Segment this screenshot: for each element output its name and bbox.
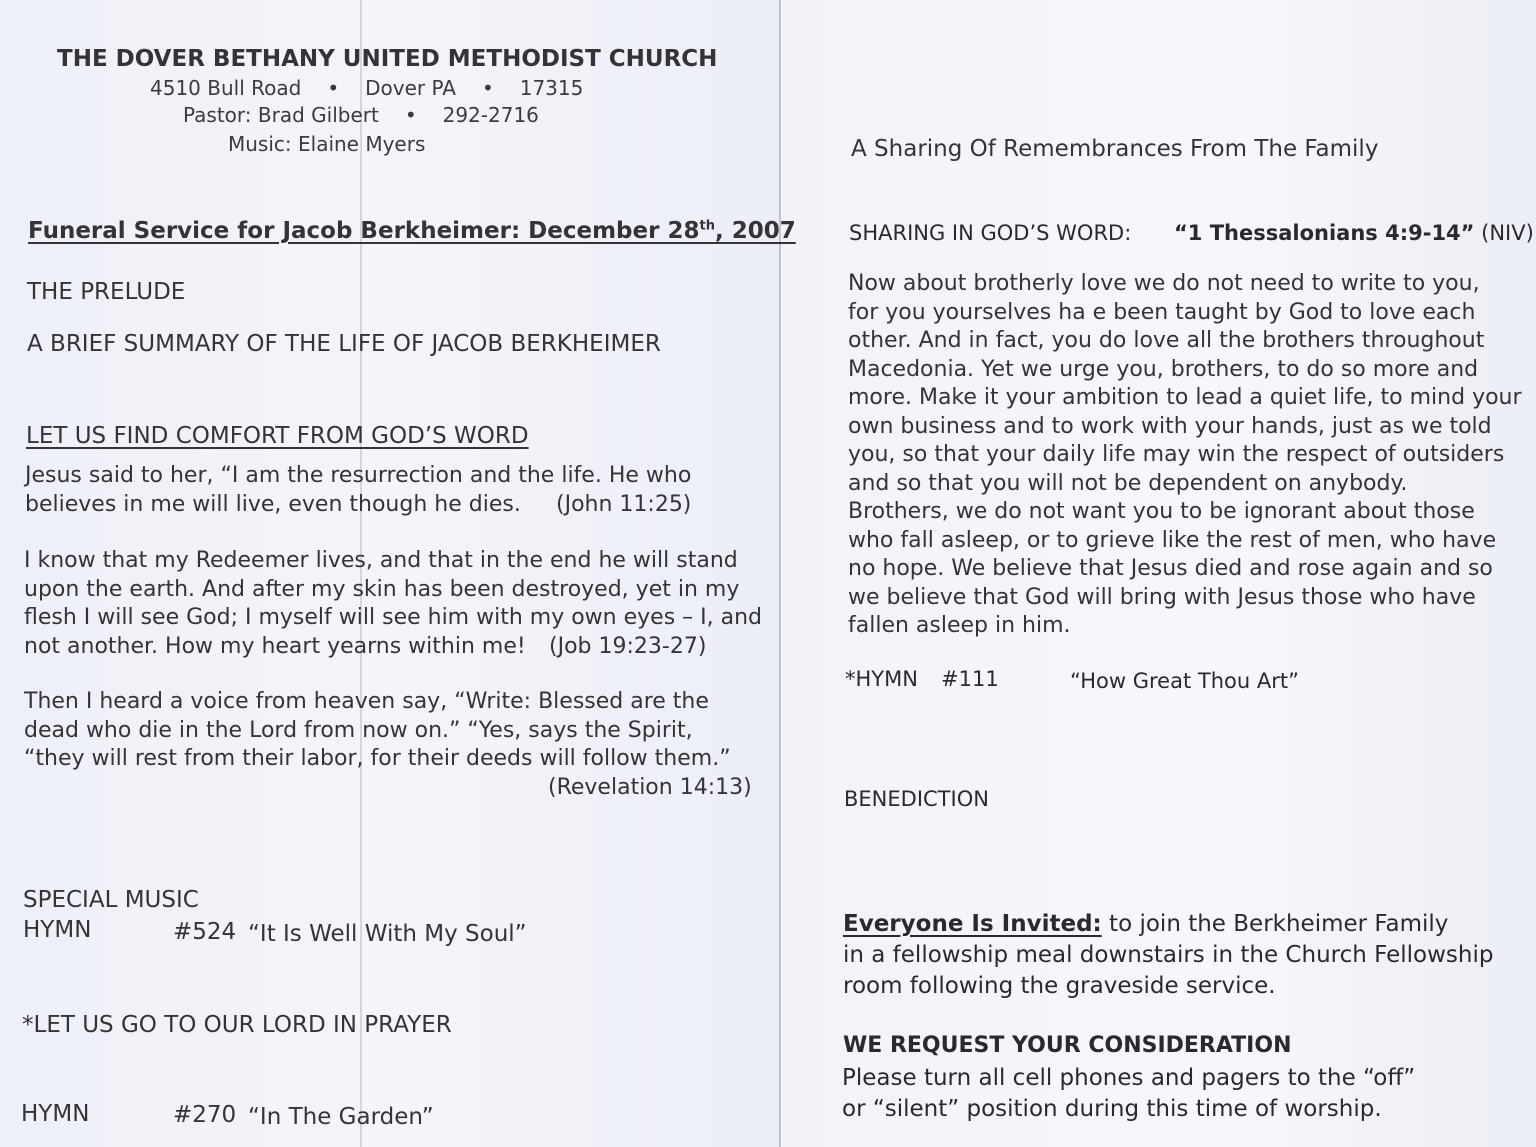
invitation-text: to join the Berkheimer Family — [1101, 911, 1449, 937]
invitation-line — [843, 909, 1493, 940]
invitation-line: in a fellowship meal downstairs in the Church Fellowship — [843, 942, 1494, 968]
benediction: BENEDICTION — [844, 787, 989, 811]
verse-line: who fall asleep, or to grieve like the rest of men, who have — [848, 527, 1497, 553]
request-line: or “silent” position during this time of worship. — [842, 1096, 1382, 1122]
job-reference: (Job 19:23-27) — [549, 634, 707, 659]
phone: 292-2716 — [442, 103, 539, 127]
verse-line: dead who die in the Lord from now on.” “Yes, says the Spirit, — [24, 717, 693, 743]
prelude: THE PRELUDE — [27, 279, 186, 305]
zip: 17315 — [519, 76, 584, 100]
hymn-label: *HYMN — [845, 667, 918, 691]
verse-line: Macedonia. Yet we urge you, brothers, to do so more and — [848, 356, 1479, 382]
comfort-heading: LET US FIND COMFORT FROM GOD’S WORD — [26, 423, 529, 449]
hymn-label: HYMN — [23, 917, 92, 943]
verse-line: fallen asleep in him. — [848, 613, 1071, 638]
hymn-title: “It Is Well With My Soul” — [248, 921, 527, 947]
invitation — [843, 909, 1493, 1002]
separator-dot: • — [327, 76, 340, 100]
request-line: Please turn all cell phones and pagers to the “off” — [842, 1065, 1416, 1091]
city: Dover PA — [365, 76, 456, 100]
revelation-passage — [24, 688, 731, 774]
verse-line: and so that you will not be dependent on anybody. — [848, 470, 1408, 496]
verse-line: you, so that your daily life may win the respect of outsiders — [848, 442, 1505, 467]
hymn-number: #111 — [941, 667, 999, 691]
verse-line: we believe that God will bring with Jesus those who have — [848, 584, 1476, 610]
service-title — [28, 218, 796, 244]
verse-line: Brothers, we do not want you to be ignorant about those — [848, 499, 1475, 524]
verse-line: more. Make it your ambition to lead a quiet life, to mind your — [848, 385, 1522, 410]
invitation-label: Everyone Is Invited: — [843, 911, 1102, 937]
title-sup: th — [699, 218, 715, 234]
prayer: *LET US GO TO OUR LORD IN PRAYER — [22, 1012, 452, 1038]
request-heading: WE REQUEST YOUR CONSIDERATION — [843, 1033, 1292, 1058]
verse-line: Jesus said to her, “I am the resurrection and the life. He who — [25, 463, 692, 488]
sharing-label: SHARING IN GOD’S WORD: — [849, 221, 1132, 245]
verse-line: other. And in fact, you do love all the brothers throughout — [848, 328, 1485, 353]
thessalonians-passage — [848, 270, 1522, 641]
verse-line: Now about brotherly love we do not need to write to you, — [848, 271, 1480, 296]
separator-dot: • — [404, 103, 417, 127]
request-text — [842, 1063, 1415, 1125]
sharing-reference: “1 Thessalonians 4:9-14” — [1173, 221, 1475, 245]
special-music: SPECIAL MUSIC — [23, 887, 199, 913]
pastor-line — [183, 103, 539, 127]
revelation-reference: (Revelation 14:13) — [548, 775, 752, 800]
verse-line: not another. How my heart yearns within me! — [24, 633, 526, 659]
life-summary: A BRIEF SUMMARY OF THE LIFE OF JACOB BERKHEIMER — [27, 331, 661, 357]
title-text: Funeral Service for Jacob Berkheimer: December 28 — [28, 218, 700, 244]
verse-line: no hope. We believe that Jesus died and rose again and so — [848, 556, 1493, 581]
center-fold — [779, 0, 781, 1147]
sharing-version: (NIV) — [1481, 221, 1534, 245]
verse-line: I know that my Redeemer lives, and that in the end he will stand — [24, 548, 738, 573]
street: 4510 Bull Road — [150, 76, 302, 100]
hymn-title: “How Great Thou Art” — [1070, 669, 1299, 693]
verse-line: Then I heard a voice from heaven say, “Write: Blessed are the — [24, 689, 709, 714]
remembrances: A Sharing Of Remembrances From The Family — [851, 136, 1379, 162]
hymn-title: “In The Garden” — [248, 1104, 434, 1130]
hymn-label: HYMN — [21, 1101, 90, 1127]
verse-line: upon the earth. And after my skin has been destroyed, yet in my — [24, 576, 740, 602]
music-director: Music: Elaine Myers — [228, 132, 426, 156]
verse-line: for you yourselves ha e been taught by God to love each — [848, 299, 1476, 325]
hymn-number: #270 — [173, 1102, 237, 1128]
invitation-line: room following the graveside service. — [843, 973, 1276, 999]
verse-line: believes in me will live, even though he dies. — [25, 491, 521, 517]
hymn-number: #524 — [173, 919, 237, 945]
verse-line: “they will rest from their labor, for their deeds will follow them.” — [24, 746, 731, 771]
john-reference: (John 11:25) — [556, 492, 692, 517]
sharing-line — [849, 221, 1534, 245]
verse-line: own business and to work with your hands, just as we told — [848, 413, 1492, 439]
church-address — [150, 76, 583, 100]
verse-line: flesh I will see God; I myself will see him with my own eyes – I, and — [24, 605, 763, 630]
pastor: Pastor: Brad Gilbert — [183, 103, 379, 127]
separator-dot: • — [481, 76, 494, 100]
church-name: THE DOVER BETHANY UNITED METHODIST CHURCH — [57, 46, 718, 72]
title-year: , 2007 — [714, 218, 796, 244]
